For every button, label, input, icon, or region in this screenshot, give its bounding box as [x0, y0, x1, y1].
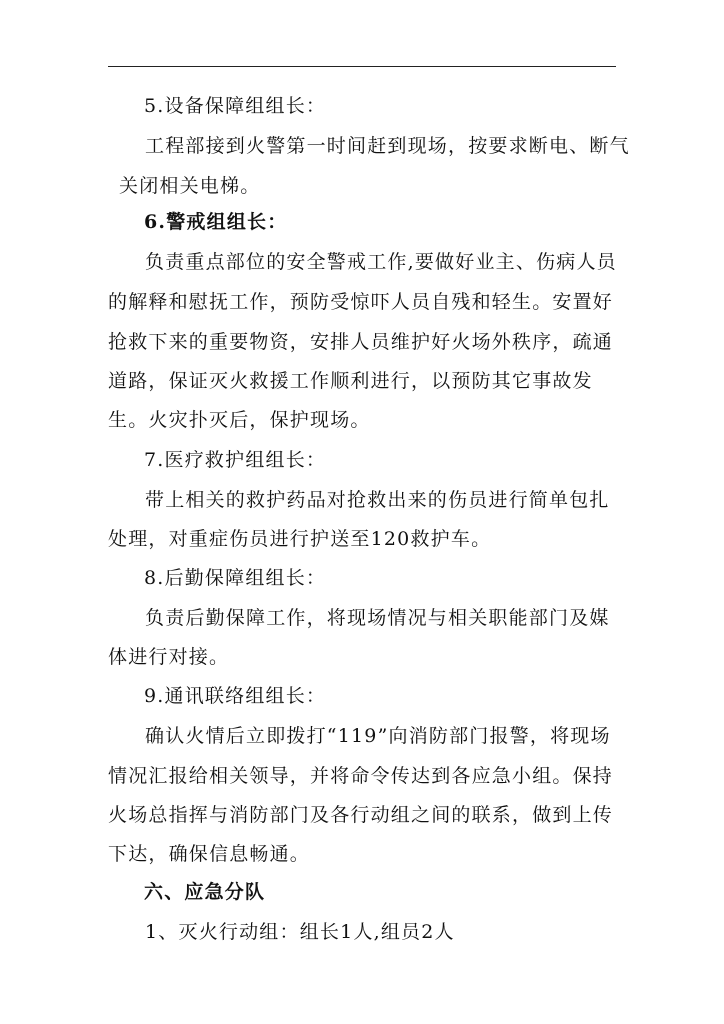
section6-body-line-5: 生。火灾扑灭后，保护现场。	[108, 409, 371, 431]
chapter6-item-1: 1、灭火行动组：组长1人,组员2人	[145, 921, 455, 943]
section6-heading: 6.警戒组组长：	[144, 211, 288, 233]
section9-body-line-1: 确认火情后立即拨打“119”向消防部门报警，将现场	[145, 725, 611, 747]
section7-body-line-2: 处理，对重症伤员进行护送至120救护车。	[108, 528, 492, 550]
section6-body-line-4: 道路，保证灭火救援工作顺利进行，以预防其它事故发	[108, 370, 593, 392]
section6-body-line-3: 抢救下来的重要物资，安排人员维护好火场外秩序，疏通	[108, 331, 614, 353]
section5-body-line-2: 关闭相关电梯。	[119, 175, 261, 197]
section9-body-line-2: 情况汇报给相关领导，并将命令传达到各应急小组。保持	[108, 765, 614, 787]
section6-body-line-2: 的解释和慰抚工作，预防受惊吓人员自残和轻生。安置好	[108, 291, 614, 313]
section7-heading: 7.医疗救护组组长：	[144, 449, 327, 471]
section8-body-line-1: 负责后勤保障工作，将现场情况与相关职能部门及媒	[145, 607, 610, 629]
section6-body-line-1: 负责重点部位的安全警戒工作,要做好业主、伤病人员	[145, 251, 617, 273]
header-rule	[108, 66, 616, 67]
section8-body-line-2: 体进行对接。	[108, 646, 230, 668]
section9-body-line-4: 下达，确保信息畅通。	[108, 843, 311, 865]
section9-body-line-3: 火场总指挥与消防部门及各行动组之间的联系，做到上传	[108, 804, 614, 826]
section8-heading: 8.后勤保障组组长：	[144, 567, 327, 589]
section7-body-line-1: 带上相关的救护药品对抢救出来的伤员进行简单包扎	[145, 489, 610, 511]
section9-heading: 9.通讯联络组组长：	[144, 685, 327, 707]
section5-body-line-1: 工程部接到火警第一时间赶到现场，按要求断电、断气	[145, 135, 630, 157]
chapter6-heading: 六、应急分队	[144, 881, 266, 903]
section5-heading: 5.设备保障组组长：	[144, 95, 327, 117]
